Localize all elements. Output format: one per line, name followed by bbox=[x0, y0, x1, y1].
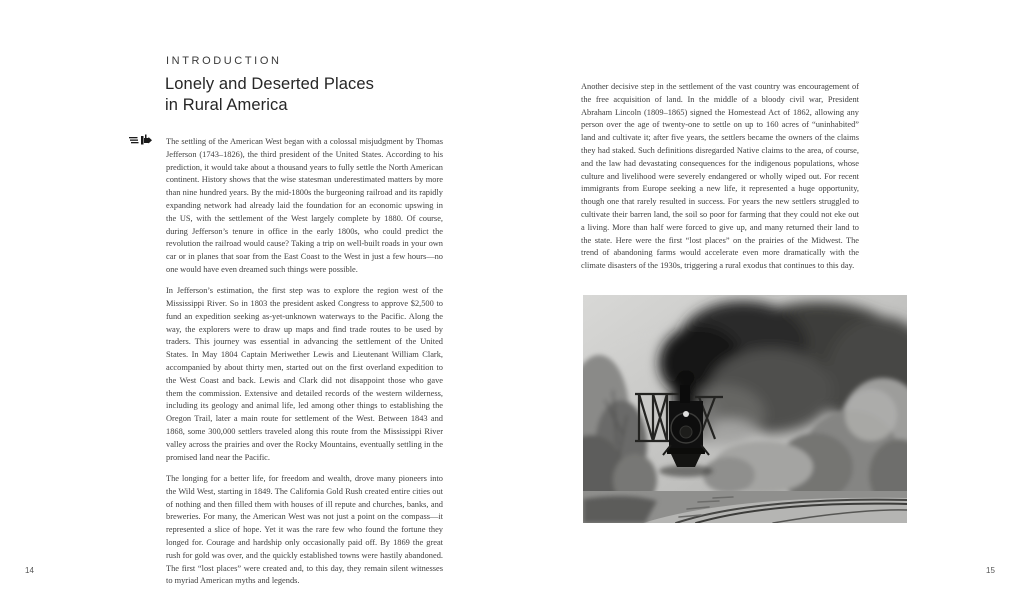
right-text-column bbox=[581, 81, 859, 273]
chapter-title-line1: Lonely and Deserted Places bbox=[165, 75, 374, 93]
paragraph: In Jefferson’s estimation, the first step was to explore the region west of the Mississippi River. So in 1803 the president asked Congress to approve $2,500 to fund an expedition seeking as-yet-unknown waterways to the Pacific. Along the way, the explorers were to draw up maps and find trade routes to be used by traders. This journey was essential in advancing the settlement of the United States. In May 1804 Captain Meriwether Lewis and Lieutenant William Clark, accompanied by about thirty men, started out on the first overland expedition to the West Coast and back. Lewis and Clark did not disappoint those who gave them the commission. Extensive and detailed records of the western wilderness, including its geology and animal life, led among other things to establishing the Oregon Trail, later a main route for settlement of the West. Between 1843 and 1868, some 300,000 settlers traveled along this route from the Mississippi River valley across the prairies and over the Rocky Mountains, eventually settling in the promised land near the Pacific. bbox=[166, 286, 443, 462]
chapter-title bbox=[165, 74, 374, 116]
paragraph: The longing for a better life, for freedom and wealth, drove many pioneers into the Wild West, starting in 1849. The California Gold Rush created entire cities out of nothing and then filled them with houses of ill repute and churches, banks, and breweries. For many, the American West was not just a point on the compass—it represented a slice of hope. Yet it was the rare few who found the fortune they longed for. Courage and hardship only occasionally paid off. By 1869 the great rush for gold was over, and the quickly established towns were hastily abandoned. The first “lost places” were created and, to this day, they remain silent witnesses to myriad American myths and legends. bbox=[166, 473, 443, 586]
chapter-title-line2: in Rural America bbox=[165, 96, 288, 114]
left-text-column bbox=[166, 136, 443, 588]
chapter-kicker: INTRODUCTION bbox=[166, 55, 282, 67]
page-number-left: 14 bbox=[25, 566, 34, 575]
train-icon bbox=[129, 134, 153, 148]
train-photo bbox=[583, 295, 907, 523]
paragraph: Another decisive step in the settlement of the vast country was encouragement of the free acquisition of land. In the middle of a bloody civil war, President Abraham Lincoln (1809–1865) signed the Homestead Act of 1862, allowing any person over the age of twenty-one to settle on up to 160 acres of “uninhabited” land and cultivate it; after five years, the settlers became the owners of the claims they had staked. Such definitions disregarded Native claims to the area, of course, and the law had devastating consequences for the indigenous populations, whose culture and livelihood were severely endangered or wholly wiped out. For recent immigrants from Europe seeking a new life, it represented a huge opportunity, though one that rarely resulted in success. For years the new settlers struggled to cultivate their barren land, the soil so poor for farming that they could not eke out a living. More than half were forced to give up, and many returned their land to the state. Here were the first “lost places” on the prairies of the Midwest. The trend of abandoning farms would accelerate even more dramatically with the climate disasters of the 1930s, triggering a rural exodus that continues to this day. bbox=[581, 82, 859, 271]
paragraph: The settling of the American West began with a colossal misjudgment by Thomas Jefferson (1743–1826), the third president of the United States. According to his prediction, it would take about a thousand years to fully settle the North American continent. History shows that the wise statesman underestimated matters by more than nine hundred years. By the mid-1800s the burgeoning railroad and its rapidly expanding network had already laid the foundation for an economic upswing in the US, with the settlement of the West largely complete by 1880. Of course, during Jefferson’s tenure in office in the early 1800s, who could predict the revolution the railroad would cause? Taking a trip on well-built roads in your own car or in planes that soar from the East Coast to the West in just a few hours—no one would have even dreamed such things were possible. bbox=[166, 137, 443, 274]
page-number-right: 15 bbox=[986, 566, 995, 575]
